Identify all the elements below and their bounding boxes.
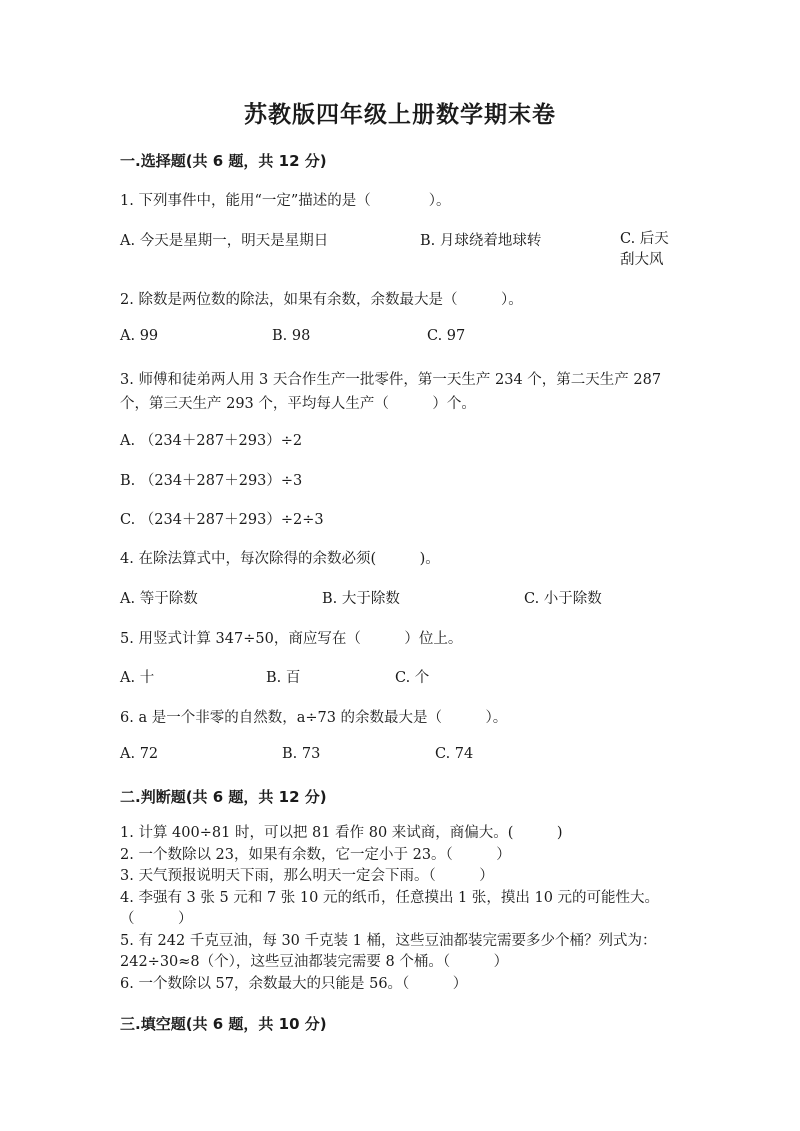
q3-option-c: C. （234＋287＋293）÷2÷3 — [120, 512, 324, 528]
tf-item-6: 6. 一个数除以 57，余数最大的只能是 56。（ ） — [120, 975, 468, 992]
q5-option-b: B. 百 — [266, 670, 301, 686]
question-4: 4. 在除法算式中，每次除得的余数必须( )。 — [120, 551, 440, 567]
q1-option-c: C. 后天刮大风 — [620, 231, 669, 268]
q2-option-c: C. 97 — [427, 328, 466, 344]
q4-option-b: B. 大于除数 — [322, 591, 400, 607]
q2-option-a: A. 99 — [120, 328, 159, 344]
q1-option-a: A. 今天是星期一，明天是星期日 — [120, 233, 329, 249]
page-title: 苏教版四年级上册数学期末卷 — [244, 102, 556, 128]
q3-option-a: A. （234＋287＋293）÷2 — [120, 433, 303, 449]
true-false-list — [120, 823, 680, 995]
tf-item-2: 2. 一个数除以 23，如果有余数，它一定小于 23。（ ） — [120, 846, 511, 863]
tf-item-3: 3. 天气预报说明天下雨，那么明天一定会下雨。（ ） — [120, 868, 494, 884]
question-1: 1. 下列事件中，能用“一定”描述的是（ ）。 — [120, 193, 451, 209]
section-heading-choice: 一.选择题(共 6 题，共 12 分) — [120, 152, 327, 170]
q6-option-a: A. 72 — [120, 746, 159, 762]
q1-option-b: B. 月球绕着地球转 — [420, 233, 542, 249]
question-6: 6. a 是一个非零的自然数，a÷73 的余数最大是（ ）。 — [120, 710, 508, 726]
question-3: 3. 师傅和徒弟两人用 3 天合作生产一批零件，第一天生产 234 个，第二天生产 287 个，第三天生产 293 个，平均每人生产（ ）个。 — [120, 372, 662, 412]
q2-option-b: B. 98 — [272, 328, 311, 344]
section-heading-fill-in: 三.填空题(共 6 题，共 10 分) — [120, 1015, 327, 1033]
q6-option-b: B. 73 — [282, 746, 321, 762]
q3-option-b: B. （234＋287＋293）÷3 — [120, 473, 303, 489]
q5-option-c: C. 个 — [395, 670, 430, 686]
q4-option-c: C. 小于除数 — [524, 591, 602, 607]
q4-option-a: A. 等于除数 — [120, 591, 198, 607]
tf-item-1: 1. 计算 400÷81 时，可以把 81 看作 80 来试商，商偏大。( ) — [120, 825, 563, 841]
section-heading-true-false: 二.判断题(共 6 题，共 12 分) — [120, 788, 327, 806]
q5-option-a: A. 十 — [120, 670, 155, 686]
tf-item-4: 4. 李强有 3 张 5 元和 7 张 10 元的纸币，任意摸出 1 张，摸出 10 元的可能性大。 （ ） — [120, 889, 681, 927]
question-5: 5. 用竖式计算 347÷50，商应写在（ ）位上。 — [120, 631, 463, 647]
q6-option-c: C. 74 — [435, 746, 474, 762]
tf-item-5: 5. 有 242 千克豆油，每 30 千克装 1 桶，这些豆油都装完需要多少个桶？列式为：242÷30≈8（个），这些豆油都装完需要 8 个桶。（ ） — [120, 932, 657, 970]
question-2: 2. 除数是两位数的除法，如果有余数，余数最大是（ ）。 — [120, 292, 523, 308]
